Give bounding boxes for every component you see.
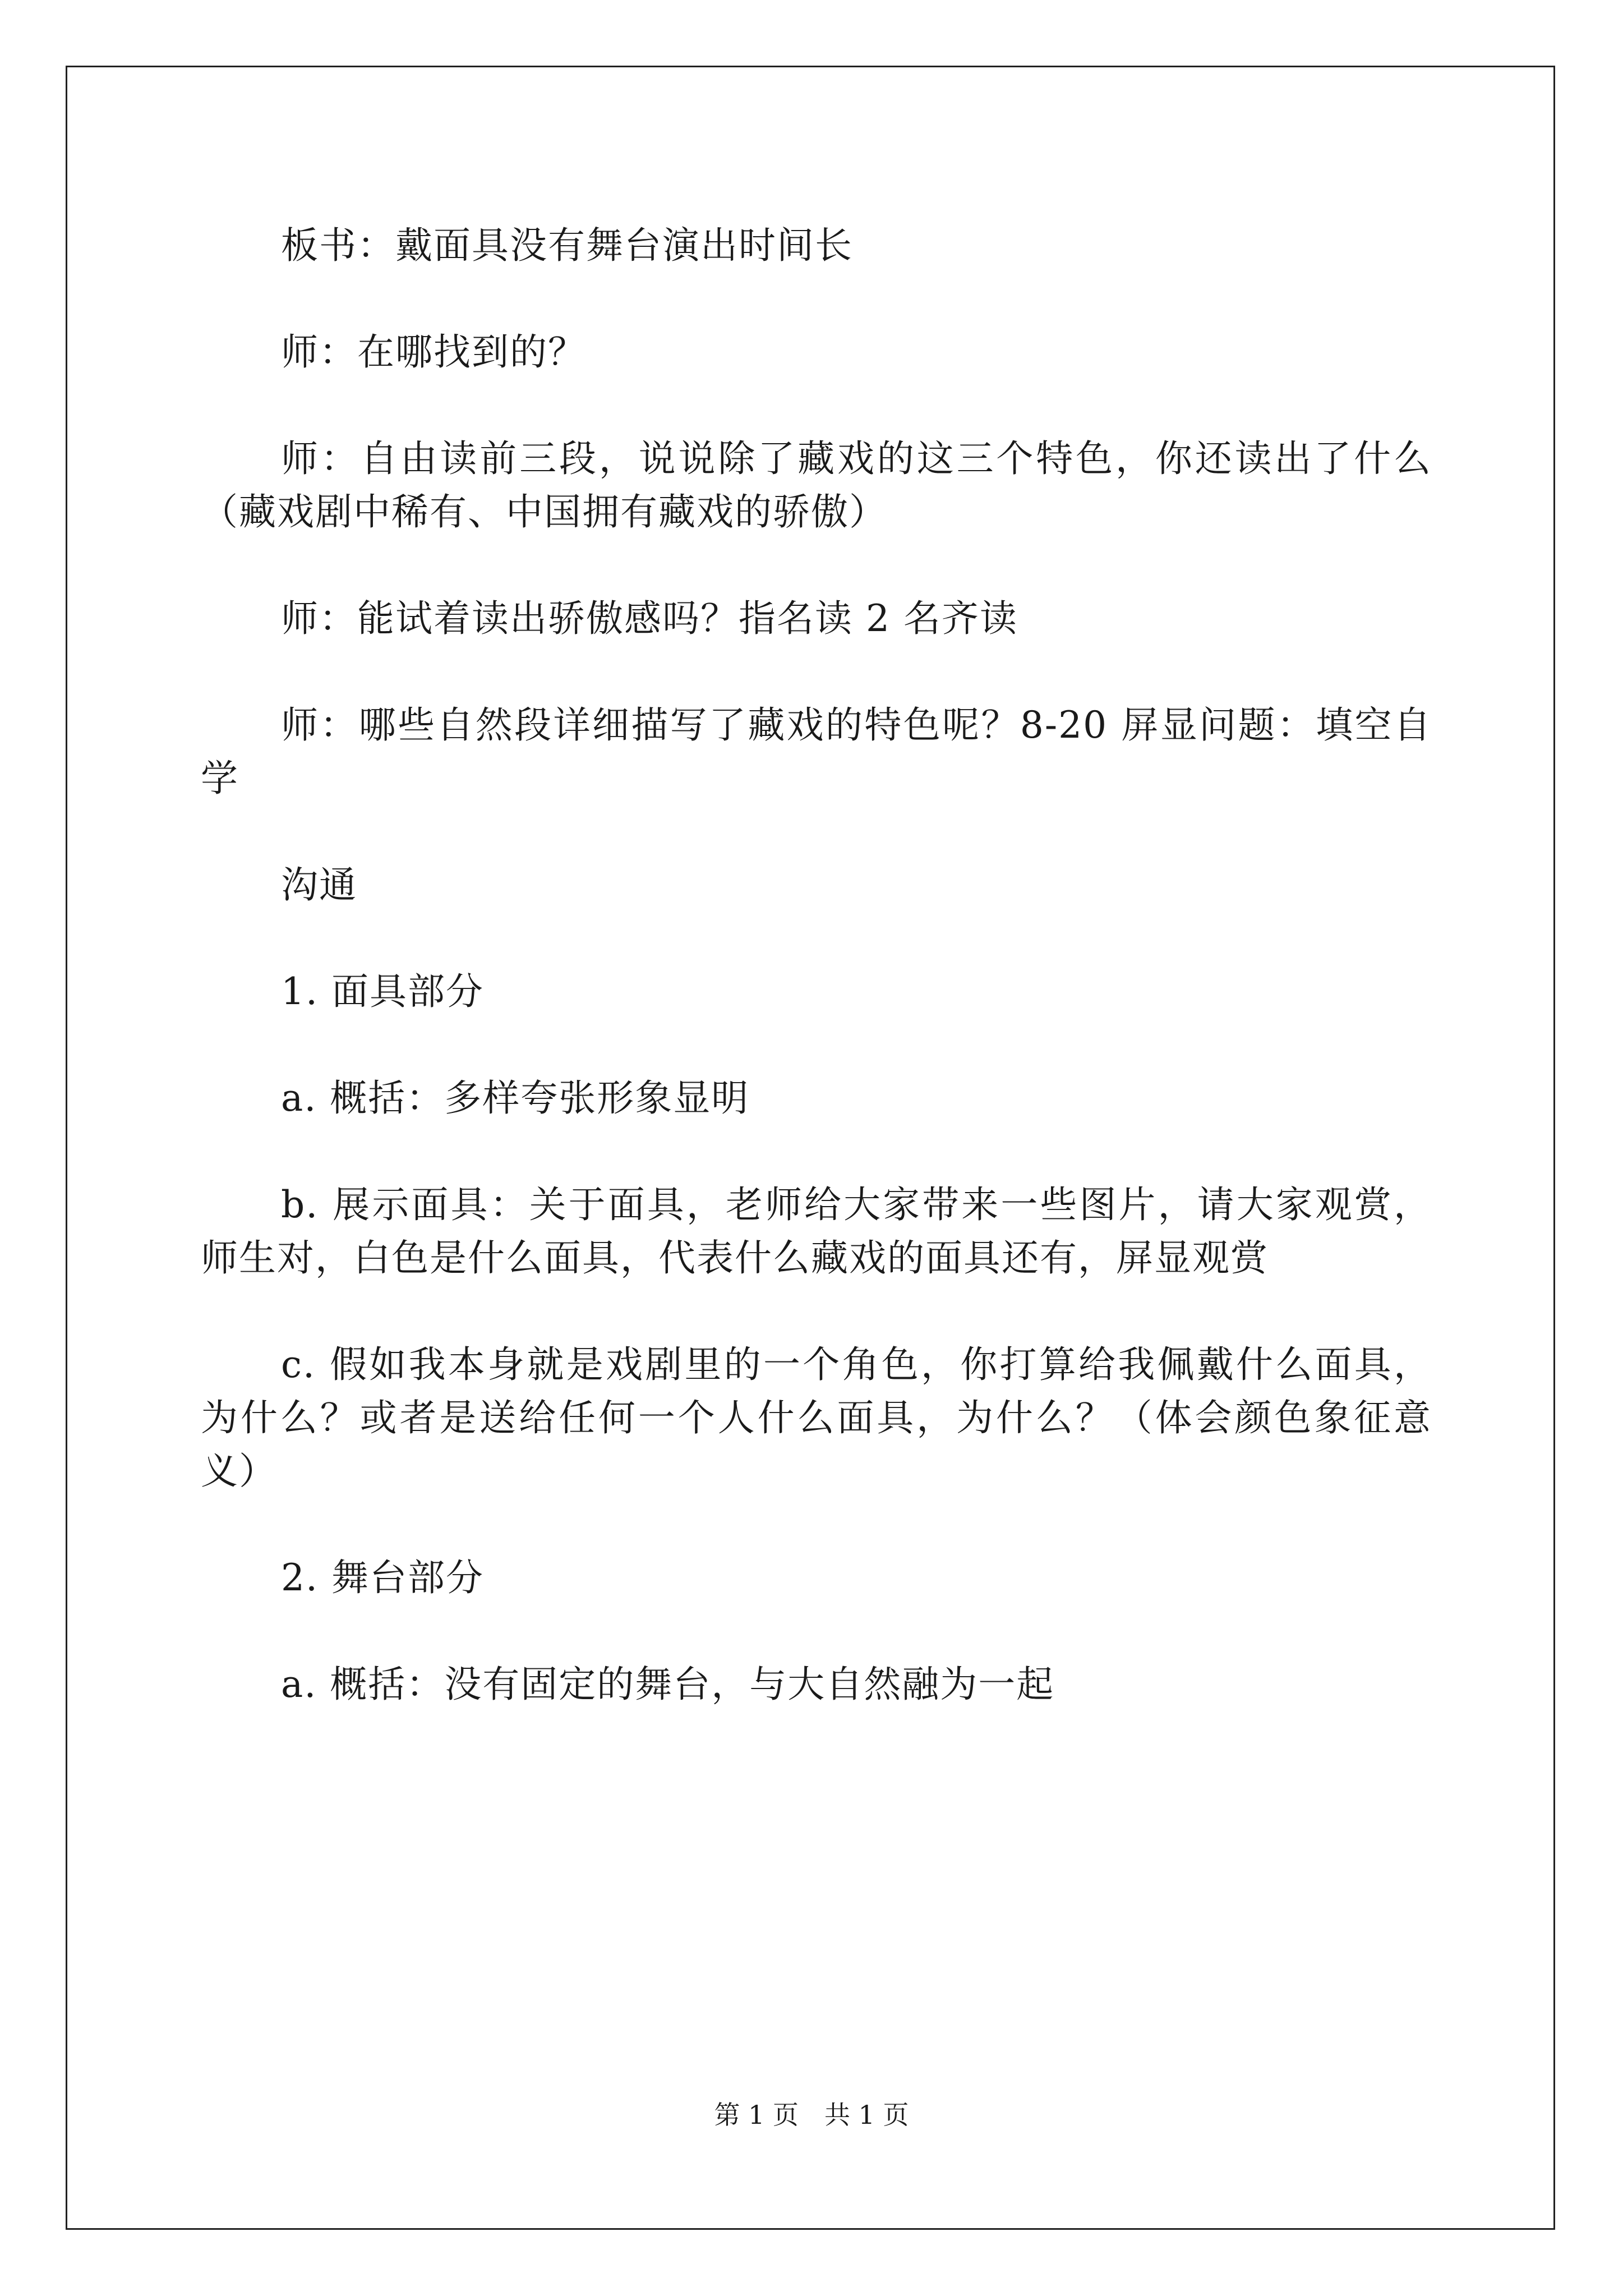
page-footer bbox=[0, 2098, 1623, 2132]
paragraph: a. 概括：多样夸张形象显明 bbox=[281, 1076, 750, 1120]
paragraph: 1. 面具部分 bbox=[281, 970, 484, 1013]
current-page-label: 第 1 页 bbox=[714, 2100, 799, 2130]
paragraph: 板书：戴面具没有舞台演出时间长 bbox=[281, 224, 853, 267]
paragraph: 师：在哪找到的？ bbox=[281, 330, 586, 374]
paragraph: 师：自由读前三段，说说除了藏戏的这三个特色，你还读出了什么（藏戏剧中稀有、中国拥有藏戏的骄傲） bbox=[201, 437, 1432, 533]
paragraph: 师：能试着读出骄傲感吗？指名读 2 名齐读 bbox=[281, 597, 1018, 640]
paragraph: 2. 舞台部分 bbox=[281, 1556, 484, 1599]
paragraph: b. 展示面具：关于面具，老师给大家带来一些图片，请大家观赏，师生对，白色是什么面具，代表什么藏戏的面具还有，屏显观赏 bbox=[201, 1183, 1432, 1280]
paragraph: 沟通 bbox=[281, 863, 357, 907]
document-body bbox=[201, 219, 1432, 1764]
paragraph: c. 假如我本身就是戏剧里的一个角色，你打算给我佩戴什么面具，为什么？或者是送给任何一个人什么面具，为什么？（体会颜色象征意义） bbox=[201, 1343, 1432, 1493]
total-pages-label: 共 1 页 bbox=[824, 2100, 909, 2130]
paragraph: 师：哪些自然段详细描写了藏戏的特色呢？8-20 屏显问题：填空自学 bbox=[201, 703, 1432, 800]
paragraph: a. 概括：没有固定的舞台，与大自然融为一起 bbox=[281, 1663, 1055, 1706]
